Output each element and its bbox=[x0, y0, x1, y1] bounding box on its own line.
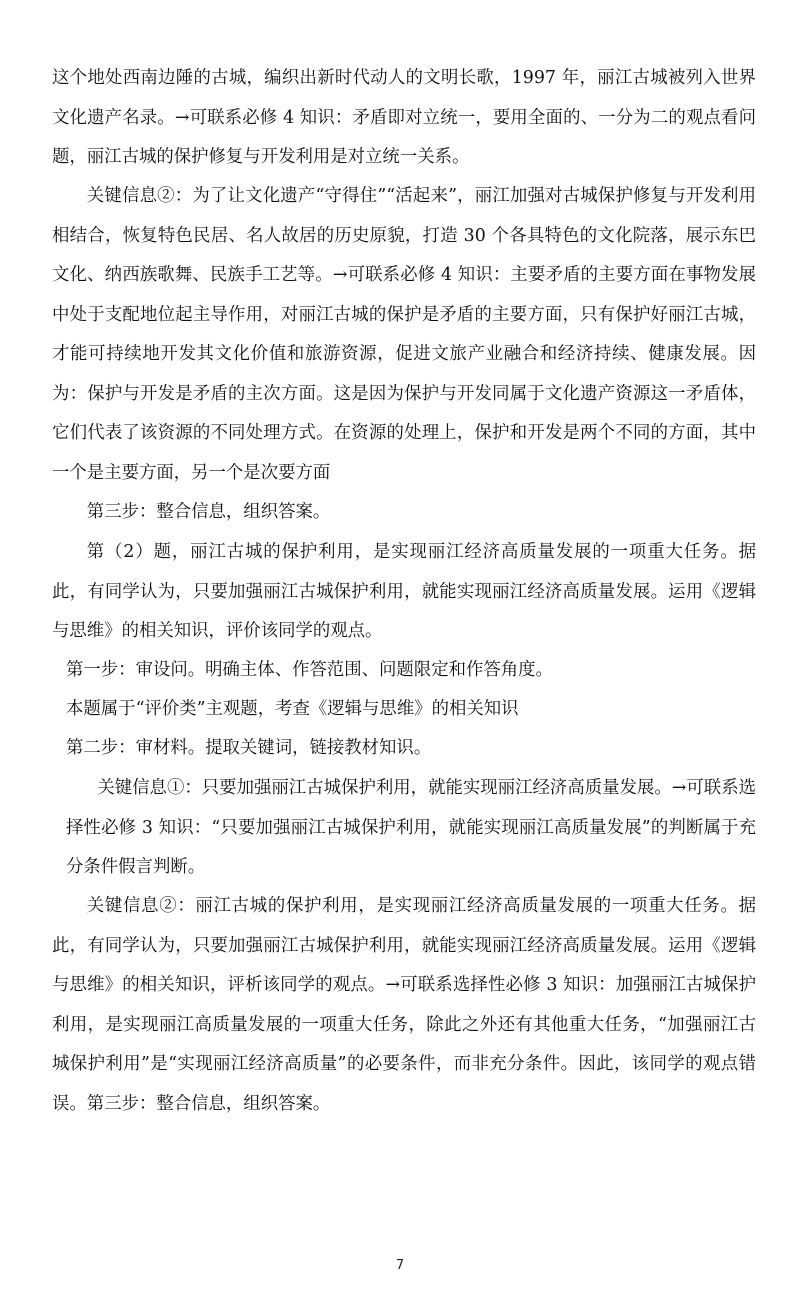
paragraph-key-info-2-q2: 关键信息②：丽江古城的保护利用，是实现丽江经济高质量发展的一项重大任务。据此，有同学认为，只要加强丽江古城保护利用，就能实现丽江经济高质量发展。运用《逻辑与思维》的相关知识，评析该同学的观点。→可联系选择性必修 3 知识：加强丽江古城保护利用，是实现丽江高质量发展的一项重大任务，除此之外还有其他重大任务，“加强丽江古城保护利用”是“实现丽江经济高质量”的必要条件，而非充分条件。因此，该同学的观点错误。 bbox=[52, 896, 756, 1114]
paragraph-step1: 第一步：审设问。明确主体、作答范围、问题限定和作答角度。 bbox=[66, 660, 553, 680]
paragraph-step2: 第二步：审材料。提取关键词，链接教材知识。 bbox=[66, 738, 432, 758]
paragraph-question-2: 第（2）题，丽江古城的保护利用，是实现丽江经济高质量发展的一项重大任务。据此，有同学认为，只要加强丽江古城保护利用，就能实现丽江经济高质量发展。运用《逻辑与思维》的相关知识，评价该同学的观点。 bbox=[52, 542, 756, 641]
paragraph-step3-q1: 第三步：整合信息，组织答案。 bbox=[86, 502, 331, 522]
paragraph-intro-continuation: 这个地处西南边陲的古城，编织出新时代动人的文明长歌，1997 年，丽江古城被列入世界文化遗产名录。→可联系必修 4 知识：矛盾即对立统一，要用全面的、一分为二的观点看问题，丽江古城的保护修复与开发利用是对立统一关系。 bbox=[52, 68, 756, 167]
paragraph-question-type: 本题属于“评价类”主观题，考查《逻辑与思维》的相关知识 bbox=[66, 699, 519, 719]
page-number: 7 bbox=[395, 1258, 405, 1273]
paragraph-step3-q2: 第三步：整合信息，组织答案。 bbox=[86, 1094, 331, 1114]
paragraph-key-info-2-q1: 关键信息②：为了让文化遗产“守得住”“活起来”，丽江加强对古城保护修复与开发利用相结合，恢复特色民居、名人故居的历史原貌，打造 30 个各具特色的文化院落，展示东巴文化、纳西族歌舞、民族手工艺等。→可联系必修 4 知识：主要矛盾的主要方面在事物发展中处于支配地位起主导作用，对丽江古城的保护是矛盾的主要方面，只有保护好丽江古城，才能可持续地开发其文化价值和旅游资源，促进文旅产业融合和经济持续、健康发展。因为：保护与开发是矛盾的主次方面。这是因为保护与开发同属于文化遗产资源这一矛盾体，它们代表了该资源的不同处理方式。在资源的处理上，保护和开发是两个不同的方面，其中一个是主要方面，另一个是次要方面 bbox=[52, 186, 756, 483]
paragraph-key-info-1-q2: 关键信息①：只要加强丽江古城保护利用，就能实现丽江经济高质量发展。→可联系选择性必修 3 知识：“只要加强丽江古城保护利用，就能实现丽江高质量发展”的判断属于充分条件假言判断。 bbox=[66, 778, 756, 877]
